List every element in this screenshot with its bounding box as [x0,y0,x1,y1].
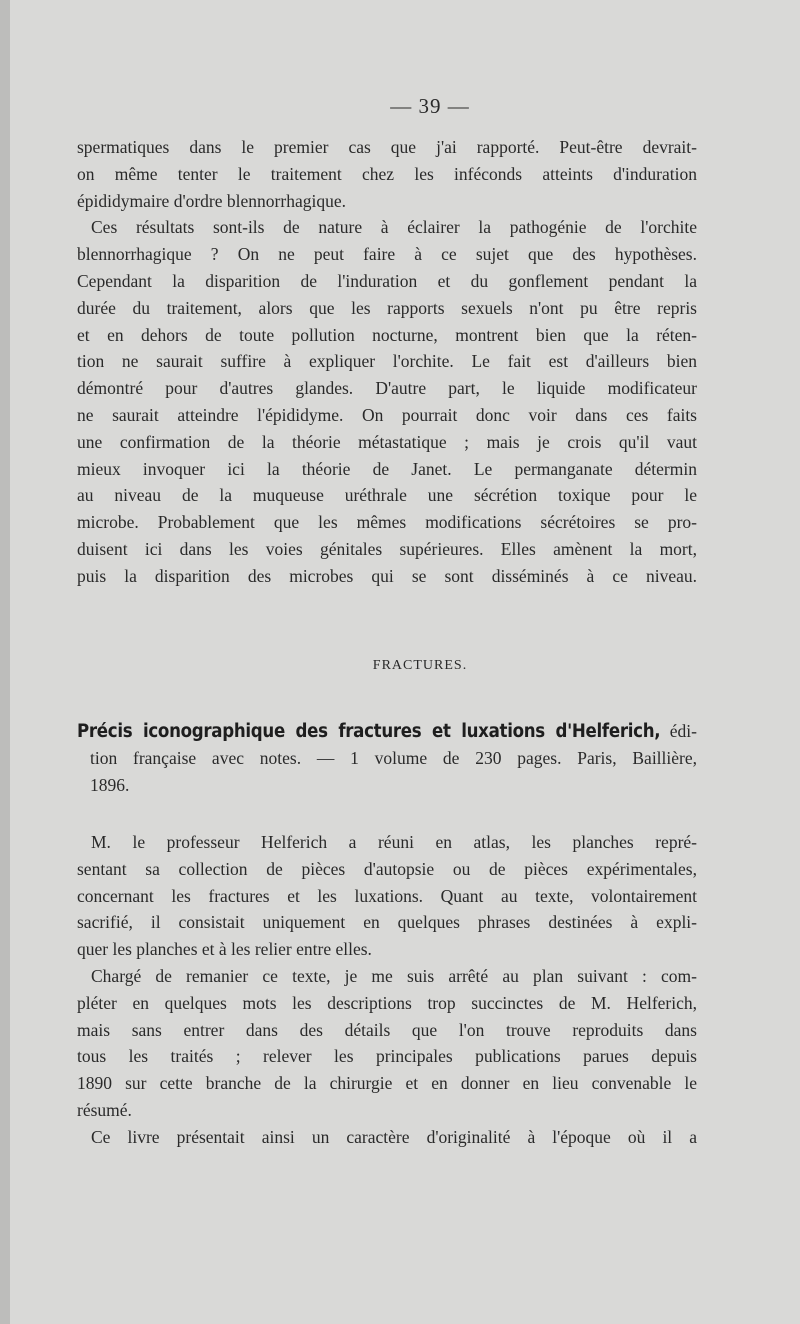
text-line: mais sans entrer dans des détails que l'on trouve reproduits dans [77,1019,697,1040]
paragraph-block-bottom [77,829,697,1151]
text-line: quer les planches et à les relier entre elles. [77,939,372,960]
text-line: sacrifié, il consistait uniquement en quelques phrases destinées à expli- [77,912,697,933]
text-line: résumé. [77,1099,132,1120]
text-line: et en dehors de toute pollution nocturne, montrent bien que la réten- [77,324,697,345]
text-line: 1890 sur cette branche de la chirurgie et en donner en lieu convenable le [77,1073,697,1094]
page-number: — 39 — [390,94,470,118]
text-line: au niveau de la muqueuse uréthrale une sécrétion toxique pour le [77,485,697,506]
text-line: tion ne saurait suffire à expliquer l'orchite. Le fait est d'ailleurs bien [77,351,697,372]
text-line: sentant sa collection de pièces d'autopsie ou de pièces expérimentales, [77,858,697,879]
text-line: mieux invoquer ici la théorie de Janet. Le permanganate détermin [77,458,697,479]
text-line: tous les traités ; relever les principales publications parues depuis [77,1046,697,1067]
text-line: Cependant la disparition de l'induration et du gonflement pendant la [77,270,697,291]
text-line: Ce livre présentait ainsi un caractère d'originalité à l'époque où il a [91,1126,697,1147]
text-line: concernant les fractures et les luxations. Quant au texte, volontairement [77,885,697,906]
text-line: Chargé de remanier ce texte, je me suis arrêté au plan suivant : com- [91,965,697,986]
text-line: ne saurait atteindre l'épididyme. On pourrait donc voir dans ces faits [77,404,697,425]
text-line: démontré pour d'autres glandes. D'autre part, le liquide modificateur [77,378,697,399]
section-heading: FRACTURES. [372,658,468,673]
reference-line: tion française avec notes. — 1 volume de 230 pages. Paris, Baillière, [90,747,697,768]
text-line: durée du traitement, alors que les rapports sexuels n'ont pu être repris [77,297,697,318]
bibliographic-reference [77,718,697,798]
text-line: une confirmation de la théorie métastatique ; mais je crois qu'il vaut [77,431,697,452]
text-line: on même tenter le traitement chez les inféconds atteints d'induration [77,163,697,184]
text-line: duisent ici dans les voies génitales supérieures. Elles amènent la mort, [77,538,697,559]
text-line: pléter en quelques mots les descriptions trop succinctes de M. Helferich, [77,992,697,1013]
text-line: microbe. Probablement que les mêmes modifications sécrétoires se pro- [77,512,697,533]
reference-title-continuation: édi- [660,721,697,741]
reference-line: 1896. [90,774,130,795]
reference-title-line [77,718,697,745]
text-line: Ces résultats sont-ils de nature à éclairer la pathogénie de l'orchite [91,217,697,238]
text-line: blennorrhagique ? On ne peut faire à ce sujet que des hypothèses. [77,244,697,265]
text-line: spermatiques dans le premier cas que j'ai rapporté. Peut-être devrait- [77,137,697,157]
text-line: puis la disparition des microbes qui se sont disséminés à ce niveau. [77,565,697,586]
reference-title: Précis iconographique des fractures et luxations d'Helferich, [77,721,661,742]
text-line: M. le professeur Helferich a réuni en atlas, les planches repré- [91,832,697,852]
text-line: épididymaire d'ordre blennorrhagique. [77,190,346,211]
paragraph-block-top [77,134,697,590]
